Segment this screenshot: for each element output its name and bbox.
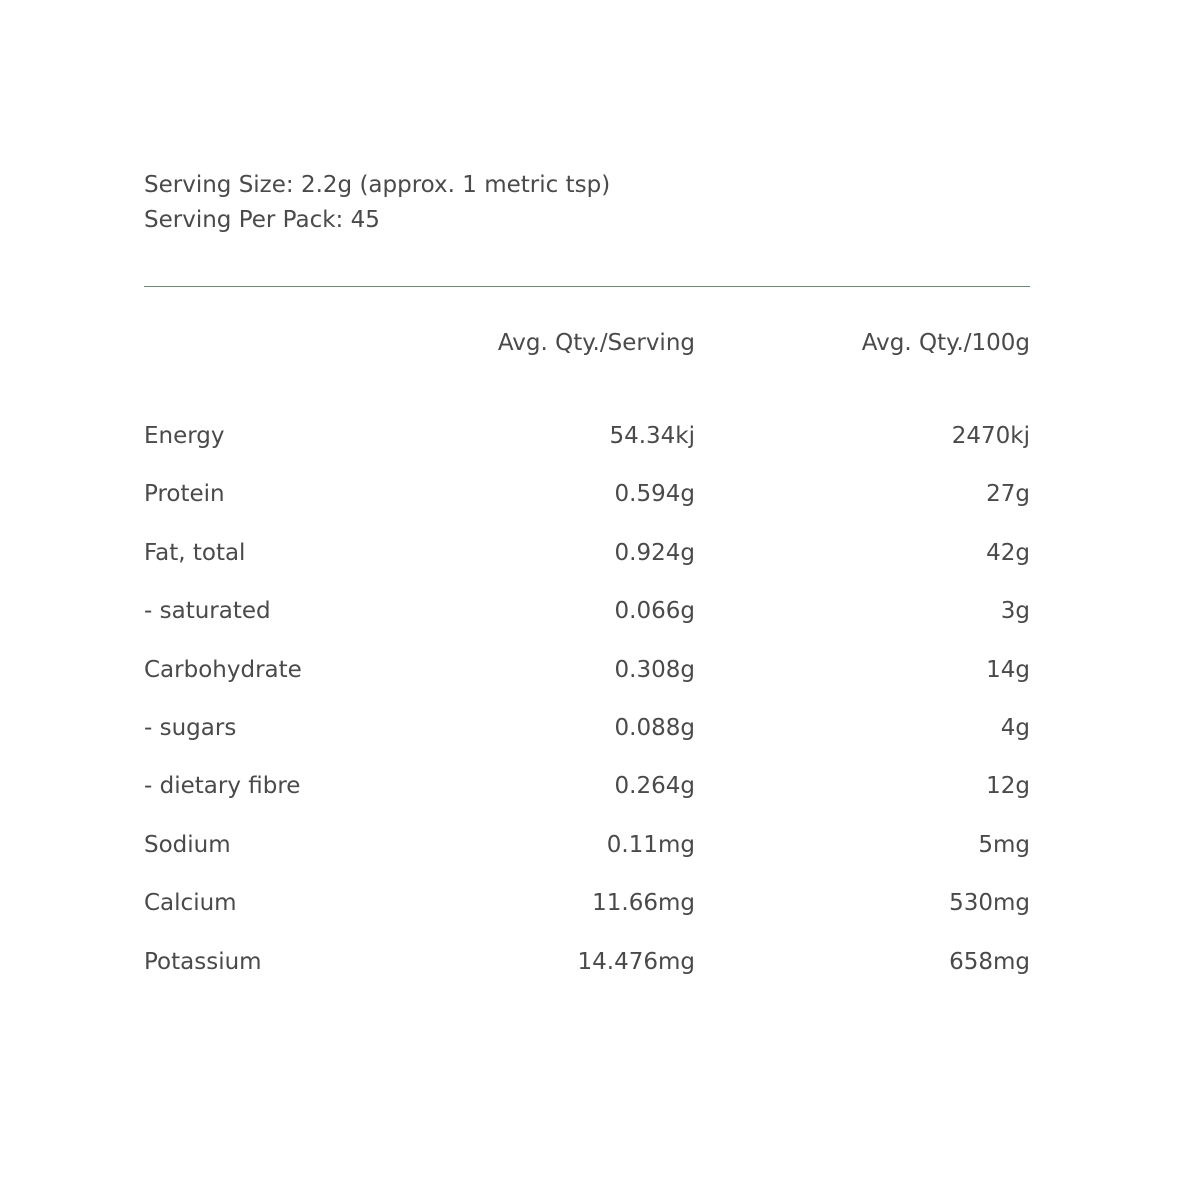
- nutrition-panel: [144, 168, 1030, 991]
- table-row: [144, 699, 1030, 757]
- table-row: [144, 582, 1030, 640]
- nutrient-name: Carbohydrate: [144, 656, 302, 683]
- per-serving-value: 54.34kj: [609, 423, 695, 449]
- nutrient-name: Calcium: [144, 890, 237, 917]
- per-serving-value: 14.476mg: [577, 948, 695, 975]
- nutrient-name: Potassium: [144, 948, 262, 975]
- per-100g-value: 14g: [986, 656, 1030, 683]
- table-row: [144, 641, 1030, 699]
- per-100g-value: 3g: [1000, 598, 1030, 625]
- table-row: [144, 816, 1030, 874]
- nutrient-name: - dietary fibre: [144, 773, 301, 800]
- column-header-nutrient: [144, 325, 494, 407]
- per-100g-value: 2470kj: [951, 423, 1030, 449]
- per-100g-value: 530mg: [949, 890, 1030, 917]
- per-100g-value: 12g: [986, 773, 1030, 800]
- per-serving-value: 0.088g: [614, 715, 695, 742]
- nutrient-name: Fat, total: [144, 539, 246, 566]
- nutrient-name: Energy: [144, 423, 225, 449]
- per-serving-value: 0.308g: [614, 656, 695, 683]
- nutrient-name: - saturated: [144, 598, 271, 625]
- per-serving-value: 0.594g: [614, 481, 695, 508]
- table-row: [144, 874, 1030, 932]
- nutrition-table: [144, 325, 1030, 991]
- per-serving-value: 11.66mg: [592, 890, 695, 917]
- table-row: [144, 757, 1030, 815]
- per-serving-value: 0.924g: [614, 539, 695, 566]
- per-100g-value: 4g: [1000, 715, 1030, 742]
- nutrient-name: Protein: [144, 481, 225, 508]
- column-header-per-100g: Avg. Qty./100g: [861, 330, 1030, 356]
- per-100g-value: 5mg: [978, 831, 1030, 858]
- serving-size-text: Serving Size: 2.2g (approx. 1 metric tsp): [144, 172, 611, 198]
- divider: [144, 286, 1030, 287]
- table-row: [144, 465, 1030, 523]
- servings-per-pack-text: Serving Per Pack: 45: [144, 207, 380, 233]
- per-100g-value: 658mg: [949, 948, 1030, 975]
- table-row: [144, 933, 1030, 991]
- per-serving-value: 0.066g: [614, 598, 695, 625]
- table-row: [144, 524, 1030, 582]
- nutrient-name: - sugars: [144, 715, 237, 742]
- column-header-per-serving: Avg. Qty./Serving: [497, 330, 695, 356]
- per-100g-value: 27g: [986, 481, 1030, 508]
- table-header-row: [144, 325, 1030, 407]
- per-serving-value: 0.264g: [614, 773, 695, 800]
- table-row: [144, 407, 1030, 465]
- per-serving-value: 0.11mg: [606, 831, 695, 858]
- per-100g-value: 42g: [986, 539, 1030, 566]
- nutrient-name: Sodium: [144, 831, 231, 858]
